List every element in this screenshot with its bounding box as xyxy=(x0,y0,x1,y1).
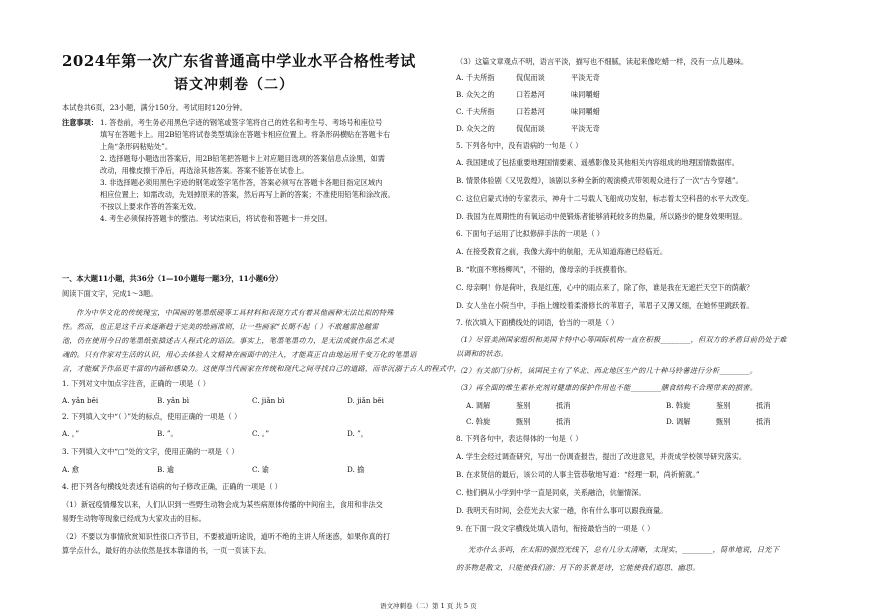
question-2-stem: 2. 下列填入文中“（ ）”处的标点，使用正确的一项是（ ） xyxy=(62,412,242,421)
q8-option-b[interactable]: B. 在求贤信的最后，该公司的人事主管恭敬地写道：“经理一职，尚祈俯就。” xyxy=(456,470,700,479)
q3-option-d[interactable]: D. 揄 xyxy=(347,465,365,474)
q2-option-b[interactable]: B. ”。 xyxy=(157,429,178,438)
question-1-stem: 1. 下列对文中加点字注音，正确的一项是（ ） xyxy=(62,379,210,388)
q7-option-b-1[interactable]: B. 斡旋 xyxy=(666,401,691,410)
section-heading: 一、本大题11小题，共36分（1—10小题每一题3分，11小题6分） xyxy=(62,274,283,283)
q3-option-a[interactable]: A. 愈 xyxy=(62,465,79,474)
q5-option-a[interactable]: A. 我国建成了包括重要地理国情要素、遥感影像及其他相关内容组成的地理国情数据库。 xyxy=(456,158,739,167)
q7-option-c-1[interactable]: C. 斡旋 xyxy=(466,417,491,426)
q7-option-c-2: 甄别 xyxy=(516,417,531,426)
note-line: 4. 考生必须保持答题卡的整洁。考试结束后，将试卷和答题卡一并交回。 xyxy=(100,214,332,223)
qc-option-a-2: 侃侃而谈 xyxy=(516,73,545,82)
section-instruction: 阅读下面文字，完成1～3题。 xyxy=(62,289,158,298)
qc-option-a-1[interactable]: A. 千夫所指 xyxy=(456,73,495,82)
qc-option-c-3: 味同嚼蜡 xyxy=(571,107,600,116)
q2-option-c[interactable]: C. 。” xyxy=(252,429,270,438)
question-6-stem: 6. 下面句子运用了比拟修辞手法的一项是（ ） xyxy=(456,229,604,238)
notes-label: 注意事项： xyxy=(62,118,98,127)
note-line: 相应位置上；如需改动，先划掉原来的答案，然后再写上新的答案；不准使用铅笔和涂改液。 xyxy=(100,190,395,199)
passage-line: 池，仍在使用今日的笔墨纸张描述古人程式化的语法。事实上，笔墨笔墨功力，是无法成就作品艺术灵 xyxy=(62,336,395,345)
q6-option-c[interactable]: C. 母亲啊！你是荷叶，我是红莲，心中的雨点来了，除了你，谁是我在无遮拦天空下的荫蔽？ xyxy=(456,283,754,292)
q6-option-d[interactable]: D. 女人坐在小院当中，手指上缠绞着柔滑修长的苇眉子，苇眉子又薄又细，在她怀里跳跃着。 xyxy=(456,301,754,310)
q5-option-c[interactable]: C. 这位启蒙式诗的专家表示，神舟十二号载人飞船成功发射，标志着太空科普的水平大改变。 xyxy=(456,194,754,203)
note-line: 3. 非选择题必须用黑色字迹的钢笔或签字笔作答，答案必须写在答题卡各题目指定区域内 xyxy=(100,178,383,187)
exam-subtitle: 语文冲刺卷（二） xyxy=(174,77,294,93)
q4-item-line: 易野生动物等现象已经成为大家攻击的目标。 xyxy=(62,514,206,523)
q3-option-c[interactable]: C. 谕 xyxy=(252,465,269,474)
note-line: 不按以上要求作答的答案无效。 xyxy=(100,202,201,211)
q7-option-d-1[interactable]: D. 调解 xyxy=(666,417,691,426)
q1-option-b[interactable]: B. yǎn bì xyxy=(157,396,190,405)
q6-option-b[interactable]: B. “吹面不寒杨柳风”，不错的，像母亲的手抚摸着你。 xyxy=(456,265,632,274)
q2-option-a[interactable]: A. ，” xyxy=(62,429,80,438)
q7-option-d-2: 甄别 xyxy=(716,417,731,426)
q1-option-d[interactable]: D. jiǎn běi xyxy=(347,396,384,405)
q7-option-d-3: 抵消 xyxy=(756,417,771,426)
q7-item-line: （3）再全面的维生素补充剂对健康的保护作用也不能________膳食结构不合理带来的损害。 xyxy=(456,383,758,392)
qc-option-b-1[interactable]: B. 众矢之的 xyxy=(456,90,495,99)
q7-item-line: （1）尽管美洲国家组织和美国卡特中心等国际机构一直在积极________，但双方的矛盾目前仍处于难 xyxy=(456,335,787,344)
q5-option-d[interactable]: D. 我国为在周期性的有氧运动中使锻炼者能够消耗较多的热量，所以路步的健身效果明显。 xyxy=(456,212,747,221)
q7-item-line: （2）有关部门分析，该国民主有了华北、西北地区生产的几十种马铃薯进行分析________。 xyxy=(456,366,758,375)
q7-option-c-3: 抵消 xyxy=(556,417,571,426)
q3-option-b[interactable]: B. 逾 xyxy=(157,465,175,474)
q9-passage-line: 光亦什么茶吗，在太阳的强烈光线下，总有几分太清晰，太现实，________，简单地说，日光下 xyxy=(468,545,780,554)
q7-option-b-3: 抵消 xyxy=(756,401,771,410)
qc-option-a-3: 平淡无奇 xyxy=(571,73,600,82)
q8-option-d[interactable]: D. 我明天有时间，会莅光去大家一趟，你有什么事可以跟我商量。 xyxy=(456,506,668,515)
question-3-stem: 3. 下列填入文中“□”处的文字，使用正确的一项是（ ） xyxy=(62,447,239,456)
qc-option-c-1[interactable]: C. 千夫所指 xyxy=(456,107,495,116)
question-8-stem: 8. 下列各句中，表达得体的一句是（ ） xyxy=(456,434,583,443)
page-footer: 语文冲刺卷（二）第 1 页 共 5 页 xyxy=(380,602,477,610)
note-line: 改动，用橡皮擦干净后，再选涂其他答案。答案不能答在试卷上。 xyxy=(100,166,309,175)
q7-option-a-2: 鉴别 xyxy=(516,401,531,410)
q8-option-c[interactable]: C. 他们俩从小学到中学一直是同桌，关系融洽，伉俪情深。 xyxy=(456,488,646,497)
qc-option-b-2: 口若悬河 xyxy=(516,90,545,99)
q4-item-line: （2）不要以为事情欣赏知识性很口齐节目，不要被道听途说，道听不绝的主讲人所迷惑，如果你真的打 xyxy=(62,532,391,541)
q4-item-line: 算学点什么，最好的办法依然是找本靠谱的书，一页一页读下去。 xyxy=(62,546,271,555)
qc-option-d-2: 侃侃而谈 xyxy=(516,124,545,133)
question-7-stem: 7. 依次填入下面横线处的词语，恰当的一项是（ ） xyxy=(456,318,619,327)
q1-option-a[interactable]: A. yǎn běi xyxy=(62,396,99,405)
passage-line: 魂的。只有作家对生活的认识，用心去体验人文精神在画面中的注入，才能真正自由地运用千变万化的笔墨语 xyxy=(62,350,417,359)
note-line: 上角“条形码粘贴处”。 xyxy=(100,142,173,151)
q7-option-a-1[interactable]: A. 调解 xyxy=(466,401,491,410)
q1-option-c[interactable]: C. jiǎn bì xyxy=(252,396,285,405)
qc-option-d-3: 平淡无奇 xyxy=(571,124,600,133)
q6-option-a[interactable]: A. 在接受教育之前，我像大海中的航船，无从知道海港已经临近。 xyxy=(456,247,668,256)
qc-option-c-2: 口若悬河 xyxy=(516,107,545,116)
passage-line: 言，才能赋予作品更丰富的内涵和感染力。这使得当代画家在传统和现代之间寻找自己的道路，而非沉溺于古人的程式中， xyxy=(62,364,461,373)
passage-line: 作为中华文化的传统瑰宝，中国画的笔墨纸砚等工具材料和表现方式有着其他画种无法比拟的特殊 xyxy=(76,308,394,317)
qc-option-d-1[interactable]: D. 众矢之的 xyxy=(456,124,495,133)
note-line: 1. 答卷前，考生务必用黑色字迹的钢笔或签字笔将自己的姓名和考生号、考场号和座位号 xyxy=(100,118,383,127)
q7-option-a-3: 抵消 xyxy=(556,401,571,410)
q9-passage-line: 的茶物是散文，只能使我们游；月下的茶景是诗，它能使我们遐思、幽思。 xyxy=(456,563,700,572)
note-line: 填写在答题卡上。用2B铅笔将试卷类型填涂在答题卡相应位置上。将条形码横贴在答题卡右 xyxy=(100,130,391,139)
q2-option-d[interactable]: D. ”， xyxy=(347,429,368,438)
q7-option-b-2: 鉴别 xyxy=(716,401,731,410)
q5-option-b[interactable]: B. 情景体验剧《又见敦煌》，该剧以多种全新的观演模式带领观众进行了一次“古今穿越”。 xyxy=(456,176,743,185)
note-line: 2. 选择题每小题选出答案后，用2B铅笔把答题卡上对应题目选项的答案信息点涂黑，如需 xyxy=(100,154,385,163)
q8-option-a[interactable]: A. 学生会经过调查研究，写出一份调查报告，提出了改进意见，并责成学校领导研究落实。 xyxy=(456,452,747,461)
q4-item-line: （1）新冠疫情爆发以来，人们认识到一些野生动物会成为某些病原体传播的中间宿主，食用和非法交 xyxy=(62,500,383,509)
question-cont-stem: （3）这篇文章观点不明，语言平淡，描写也不细腻，读起来像吃蜡一样，没有一点儿趣味。 xyxy=(456,57,749,66)
q7-item-line: 以调和的状态。 xyxy=(456,349,508,358)
exam-title: 2024年第一次广东省普通高中学业水平合格性考试 xyxy=(62,52,416,70)
question-5-stem: 5. 下列各句中，没有语病的一句是（ ） xyxy=(456,141,583,150)
qc-option-b-3: 味同嚼蜡 xyxy=(571,90,600,99)
passage-line: 性。然而，也正是这千百来逐渐趋于完美的绘画准则，让一些画家“长期不起（ ）不敢越雷池越雷 xyxy=(62,322,379,331)
question-9-stem: 9. 在下面一段文字横线处填入语句，衔接最恰当的一项是（ ） xyxy=(456,524,655,533)
question-4-stem: 4. 把下列各句横线处表述有语病的句子修改正确，正确的一项是（ ） xyxy=(62,482,282,491)
exam-intro: 本试卷共6页，23小题，满分150分。考试用时120分钟。 xyxy=(62,103,247,112)
